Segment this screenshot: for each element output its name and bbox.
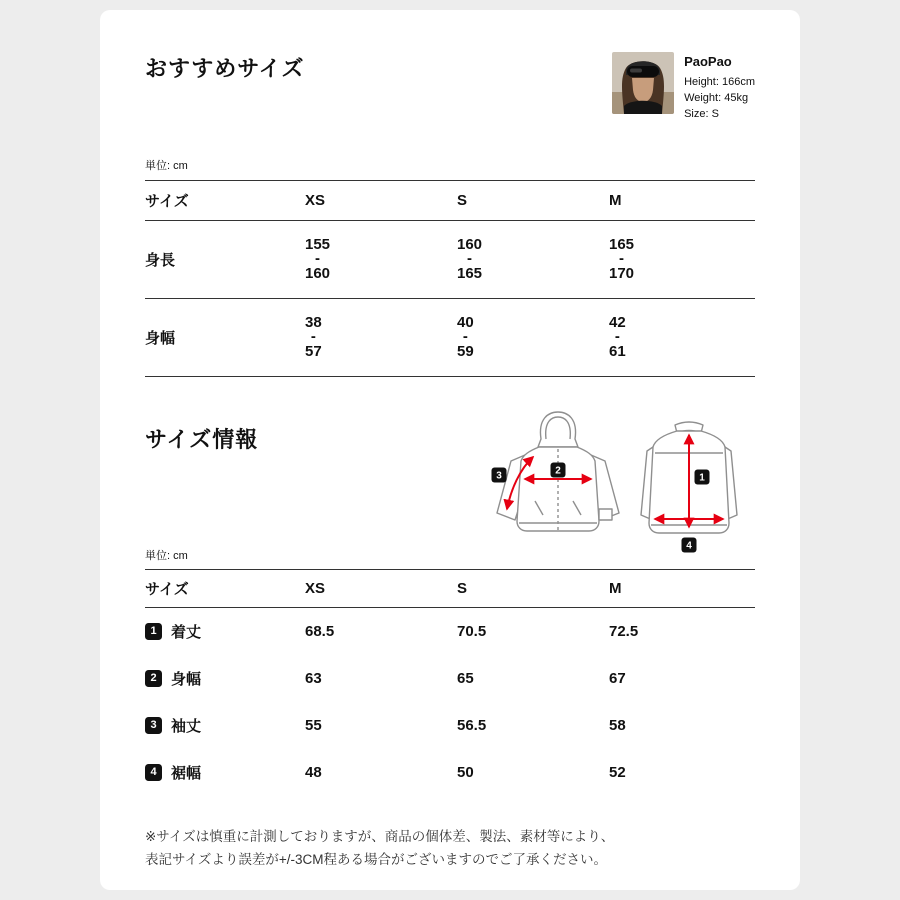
row-label: 身長: [145, 251, 176, 269]
marker-badge-4: [682, 537, 697, 552]
cell-value: 67: [609, 669, 626, 687]
unit-label: 単位: cm: [145, 159, 188, 172]
footer-note-line1: ※サイズは慎重に計測しておりますが、商品の個体差、製法、素材等により、: [145, 828, 615, 844]
model-weight: Weight: 45kg: [684, 91, 749, 104]
cell-value: 72.5: [609, 622, 639, 640]
header: [145, 52, 755, 123]
table-row-sleeve: [145, 702, 755, 749]
column-header-m: M: [609, 579, 622, 597]
cell-height-m: 165 - 170: [609, 236, 635, 283]
table-header-row: [145, 570, 755, 608]
footer-note-line2: 表記サイズより誤差が+/-3CM程ある場合がございますのでご了承ください。: [145, 851, 608, 867]
table-row-width: [145, 299, 755, 377]
table-row-height: [145, 221, 755, 299]
column-header-m: M: [609, 191, 622, 209]
recommended-size-title: おすすめサイズ: [145, 56, 305, 81]
footer-note: [145, 826, 755, 872]
table-row-length: [145, 608, 755, 655]
cell-value: 63: [305, 669, 322, 687]
row-label-with-badge: 2 身幅: [145, 668, 305, 689]
model-size: Size: S: [684, 107, 719, 120]
size-info-table: [145, 569, 755, 796]
column-header-xs: XS: [305, 191, 326, 209]
cell-value: 58: [609, 716, 626, 734]
cell-width-s: 40 - 59: [457, 314, 474, 361]
column-header-xs: XS: [305, 579, 326, 597]
jacket-measurement-diagram: [463, 409, 763, 567]
cell-width-m: 42 - 61: [609, 314, 626, 361]
cell-value: 65: [457, 669, 474, 687]
table-row-bodywidth: [145, 655, 755, 702]
model-height: Height: 166cm: [684, 75, 755, 88]
column-header-s: S: [457, 191, 468, 209]
cell-height-xs: 155 - 160: [305, 236, 331, 283]
marker-badge-3: [492, 467, 507, 482]
row-label: 身幅: [145, 329, 176, 347]
table-row-hem: [145, 749, 755, 796]
model-name: PaoPao: [684, 54, 732, 69]
cell-height-s: 160 - 165: [457, 236, 483, 283]
cell-value: 55: [305, 716, 322, 734]
row-label-with-badge: 1 着丈: [145, 621, 305, 642]
svg-text:1: 1: [699, 472, 705, 484]
marker-badge: 1: [145, 623, 162, 640]
model-card: [612, 52, 755, 123]
cell-value: 56.5: [457, 716, 487, 734]
recommended-size-table: [145, 180, 755, 377]
marker-badge: 2: [145, 670, 162, 687]
row-label-with-badge: 3 袖丈: [145, 715, 305, 736]
unit-label: 単位: cm: [145, 549, 188, 562]
column-header-s: S: [457, 579, 468, 597]
model-photo: [612, 52, 674, 114]
marker-badge-2: [551, 462, 566, 477]
svg-text:2: 2: [555, 465, 561, 477]
cell-value: 50: [457, 763, 474, 781]
row-label-with-badge: 4 裾幅: [145, 762, 305, 783]
table-header-row: [145, 181, 755, 221]
cell-value: 48: [305, 763, 322, 781]
size-info-section: [145, 423, 755, 552]
svg-text:4: 4: [686, 540, 692, 552]
marker-badge-1: [695, 469, 710, 484]
column-header-size: サイズ: [145, 580, 189, 598]
cell-width-xs: 38 - 57: [305, 314, 322, 361]
model-portrait-image: [612, 52, 674, 114]
cell-value: 68.5: [305, 622, 335, 640]
cell-value: 70.5: [457, 622, 487, 640]
size-chart-card: [100, 10, 800, 890]
marker-badge: 3: [145, 717, 162, 734]
model-info: [684, 52, 755, 123]
svg-text:3: 3: [496, 470, 502, 482]
marker-badge: 4: [145, 764, 162, 781]
cell-value: 52: [609, 763, 626, 781]
column-header-size: サイズ: [145, 192, 189, 210]
size-info-title: サイズ情報: [145, 426, 259, 452]
